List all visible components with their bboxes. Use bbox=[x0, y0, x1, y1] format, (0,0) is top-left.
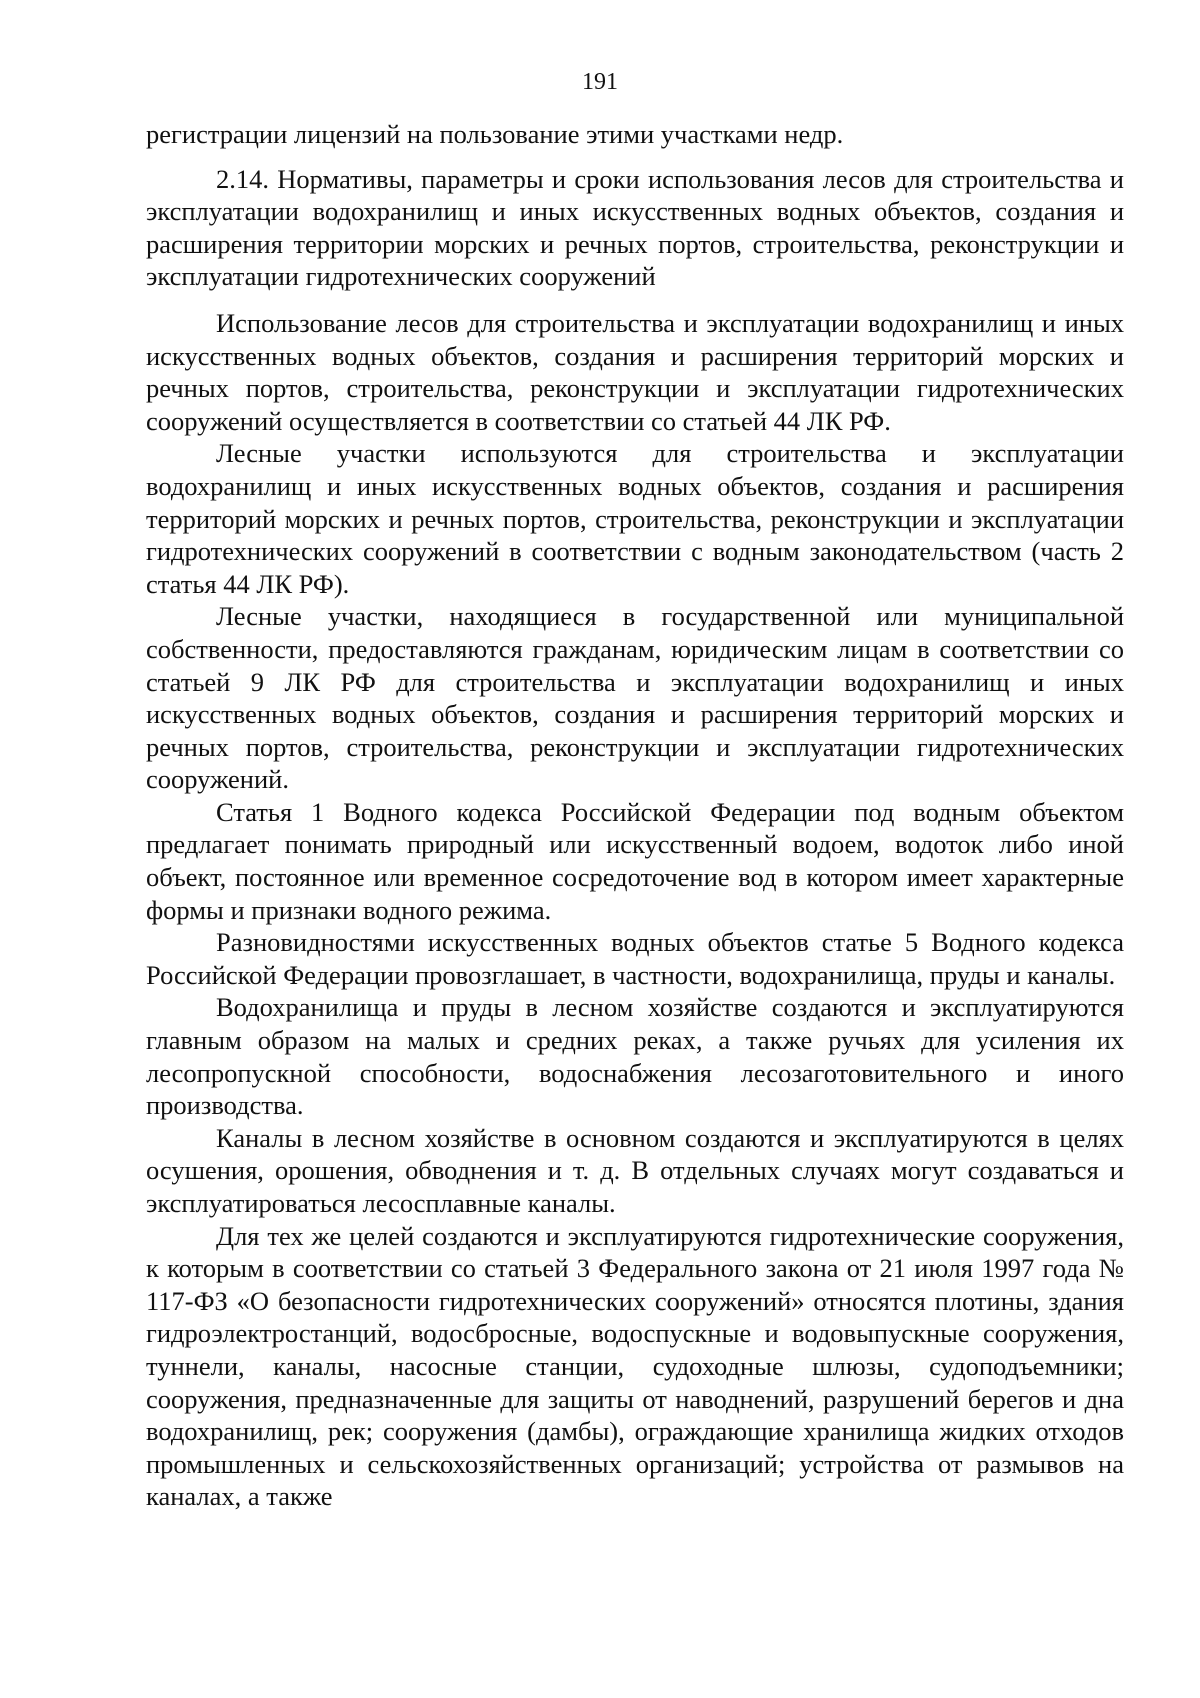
document-body bbox=[146, 118, 1124, 1513]
page-number: 191 bbox=[582, 69, 618, 95]
paragraph: Водохранилища и пруды в лесном хозяйстве создаются и эксплуатируются главным образом на малых и средних реках, а также ручьях для усиления их лесопропускной способности, водоснабжения лесозаготовительного и иного производства. bbox=[146, 992, 1124, 1121]
paragraph: Статья 1 Водного кодекса Российской Федерации под водным объектом предлагает понимать природный или искусственный водоем, водоток либо иной объект, постоянное или временное сосредоточение вод в котором имеет характерные формы и признаки водного режима. bbox=[146, 796, 1124, 925]
paragraph: Лесные участки используются для строительства и эксплуатации водохранилищ и иных искусственных водных объектов, создания и расширения территорий морских и речных портов, строительства, реконструкции и эксплуатации гидротехнических сооружений в соответствии с водным законодательством (часть 2 статья 44 ЛК РФ). bbox=[146, 438, 1124, 599]
section-heading: 2.14. Нормативы, параметры и сроки использования лесов для строительства и эксплуатации водохранилищ и иных искусственных водных объектов, создания и расширения территории морских и речных портов, строительства, реконструкции и эксплуатации гидротехнических сооружений bbox=[146, 163, 1124, 292]
continuation-line: регистрации лицензий на пользование этими участками недр. bbox=[146, 119, 844, 149]
paragraph: Использование лесов для строительства и эксплуатации водохранилищ и иных искусственных водных объектов, создания и расширения территорий морских и речных портов, строительства, реконструкции и эксплуатации гидротехнических сооружений осуществляется в соответствии со статьей 44 ЛК РФ. bbox=[146, 307, 1124, 436]
paragraph: Для тех же целей создаются и эксплуатируются гидротехнические сооружения, к которым в соответствии со статьей 3 Федерального закона от 21 июля 1997 года № 117-ФЗ «О безопасности гидротехнических сооружений» относятся плотины, здания гидроэлектростанций, водосбросные, водоспускные и водовыпускные сооружения, туннели, каналы, насосные станции, судоходные шлюзы, судоподъемники; сооружения, предназначенные для защиты от наводнений, разрушений берегов и дна водохранилищ, рек; сооружения (дамбы), ограждающие хранилища жидких отходов промышленных и сельскохозяйственных организаций; устройства от размывов на каналах, а также bbox=[146, 1220, 1124, 1512]
paragraph: Каналы в лесном хозяйстве в основном создаются и эксплуатируются в целях осушения, орошения, обводнения и т. д. В отдельных случаях могут создаваться и эксплуатироваться лесосплавные каналы. bbox=[146, 1122, 1124, 1218]
paragraph: Разновидностями искусственных водных объектов статье 5 Водного кодекса Российской Федерации провозглашает, в частности, водохранилища, пруды и каналы. bbox=[146, 927, 1124, 990]
paragraph: Лесные участки, находящиеся в государственной или муниципальной собственности, предоставляются гражданам, юридическим лицам в соответствии со статьей 9 ЛК РФ для строительства и эксплуатации водохранилищ и иных искусственных водных объектов, создания и расширения территорий морских и речных портов, строительства, реконструкции и эксплуатации гидротехнических сооружений. bbox=[146, 601, 1124, 795]
